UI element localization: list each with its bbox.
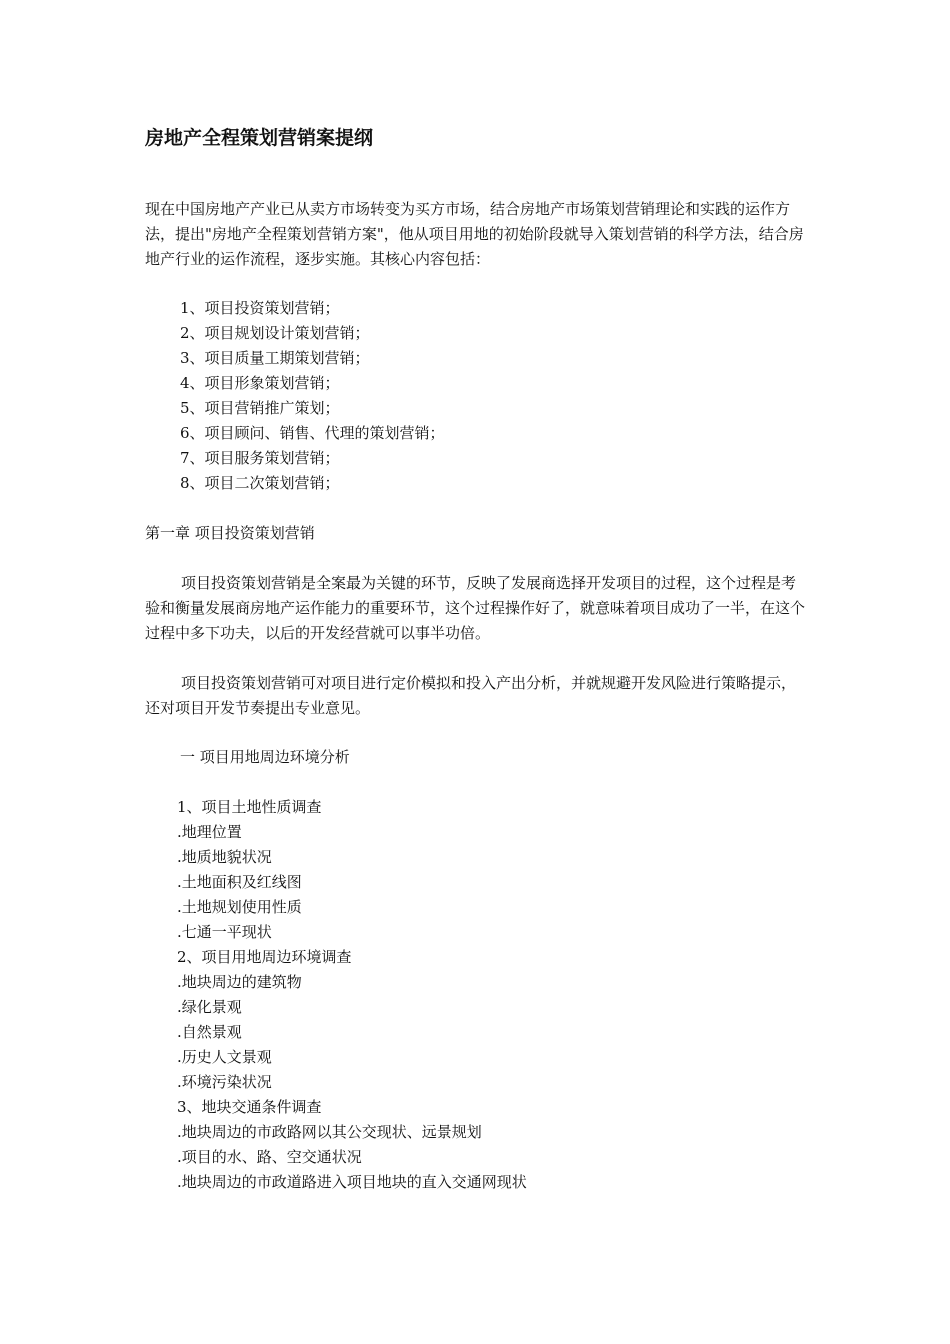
list-item: .地质地貌状况	[177, 848, 272, 866]
document-title: 房地产全程策划营销案提纲	[145, 127, 374, 149]
list-item: .地块周边的市政路网以其公交现状、远景规划	[177, 1123, 482, 1141]
list-item: 1、项目土地性质调查	[177, 798, 322, 816]
list-item: .绿化景观	[177, 998, 242, 1016]
list-item: 8、项目二次策划营销；	[180, 474, 340, 492]
list-item: .地块周边的市政道路进入项目地块的直入交通网现状	[177, 1173, 527, 1191]
list-item: 2、项目规划设计策划营销；	[180, 324, 370, 342]
list-item: .地块周边的建筑物	[177, 973, 302, 991]
list-item: .自然景观	[177, 1023, 242, 1041]
list-item: .环境污染状况	[177, 1073, 272, 1091]
list-item: 6、项目顾问、销售、代理的策划营销；	[180, 424, 445, 442]
list-item: .项目的水、路、空交通状况	[177, 1148, 362, 1166]
intro-paragraph: 现在中国房地产产业已从卖方市场转变为买方市场，结合房地产市场策划营销理论和实践的运作方法，提出"房地产全程策划营销方案"，他从项目用地的初始阶段就导入策划营销的科学方法，结合房地产行业的运作流程，逐步实施。其核心内容包括：	[145, 200, 804, 268]
list-item: 2、项目用地周边环境调查	[177, 948, 352, 966]
list-item: .地理位置	[177, 823, 242, 841]
chapter-paragraph-1: 项目投资策划营销是全案最为关键的环节，反映了发展商选择开发项目的过程，这个过程是考验和衡量发展商房地产运作能力的重要环节，这个过程操作好了，就意味着项目成功了一半，在这个过程中多下功夫，以后的开发经营就可以事半功倍。	[145, 574, 806, 642]
list-item: .七通一平现状	[177, 923, 272, 941]
list-item: 3、地块交通条件调查	[177, 1098, 322, 1116]
section-item-list	[177, 795, 527, 1195]
chapter-heading: 第一章 项目投资策划营销	[145, 524, 315, 542]
list-item: .土地面积及红线图	[177, 873, 302, 891]
list-item: 3、项目质量工期策划营销；	[180, 349, 370, 367]
outline-list	[180, 296, 445, 496]
chapter-paragraph-2: 项目投资策划营销可对项目进行定价模拟和投入产出分析，并就规避开发风险进行策略提示，还对项目开发节奏提出专业意见。	[145, 674, 797, 717]
list-item: .历史人文景观	[177, 1048, 272, 1066]
list-item: 7、项目服务策划营销；	[180, 449, 340, 467]
section-heading: 一 项目用地周边环境分析	[180, 748, 350, 766]
list-item: 4、项目形象策划营销；	[180, 374, 340, 392]
list-item: 5、项目营销推广策划；	[180, 399, 340, 417]
list-item: 1、项目投资策划营销；	[180, 299, 340, 317]
list-item: .土地规划使用性质	[177, 898, 302, 916]
